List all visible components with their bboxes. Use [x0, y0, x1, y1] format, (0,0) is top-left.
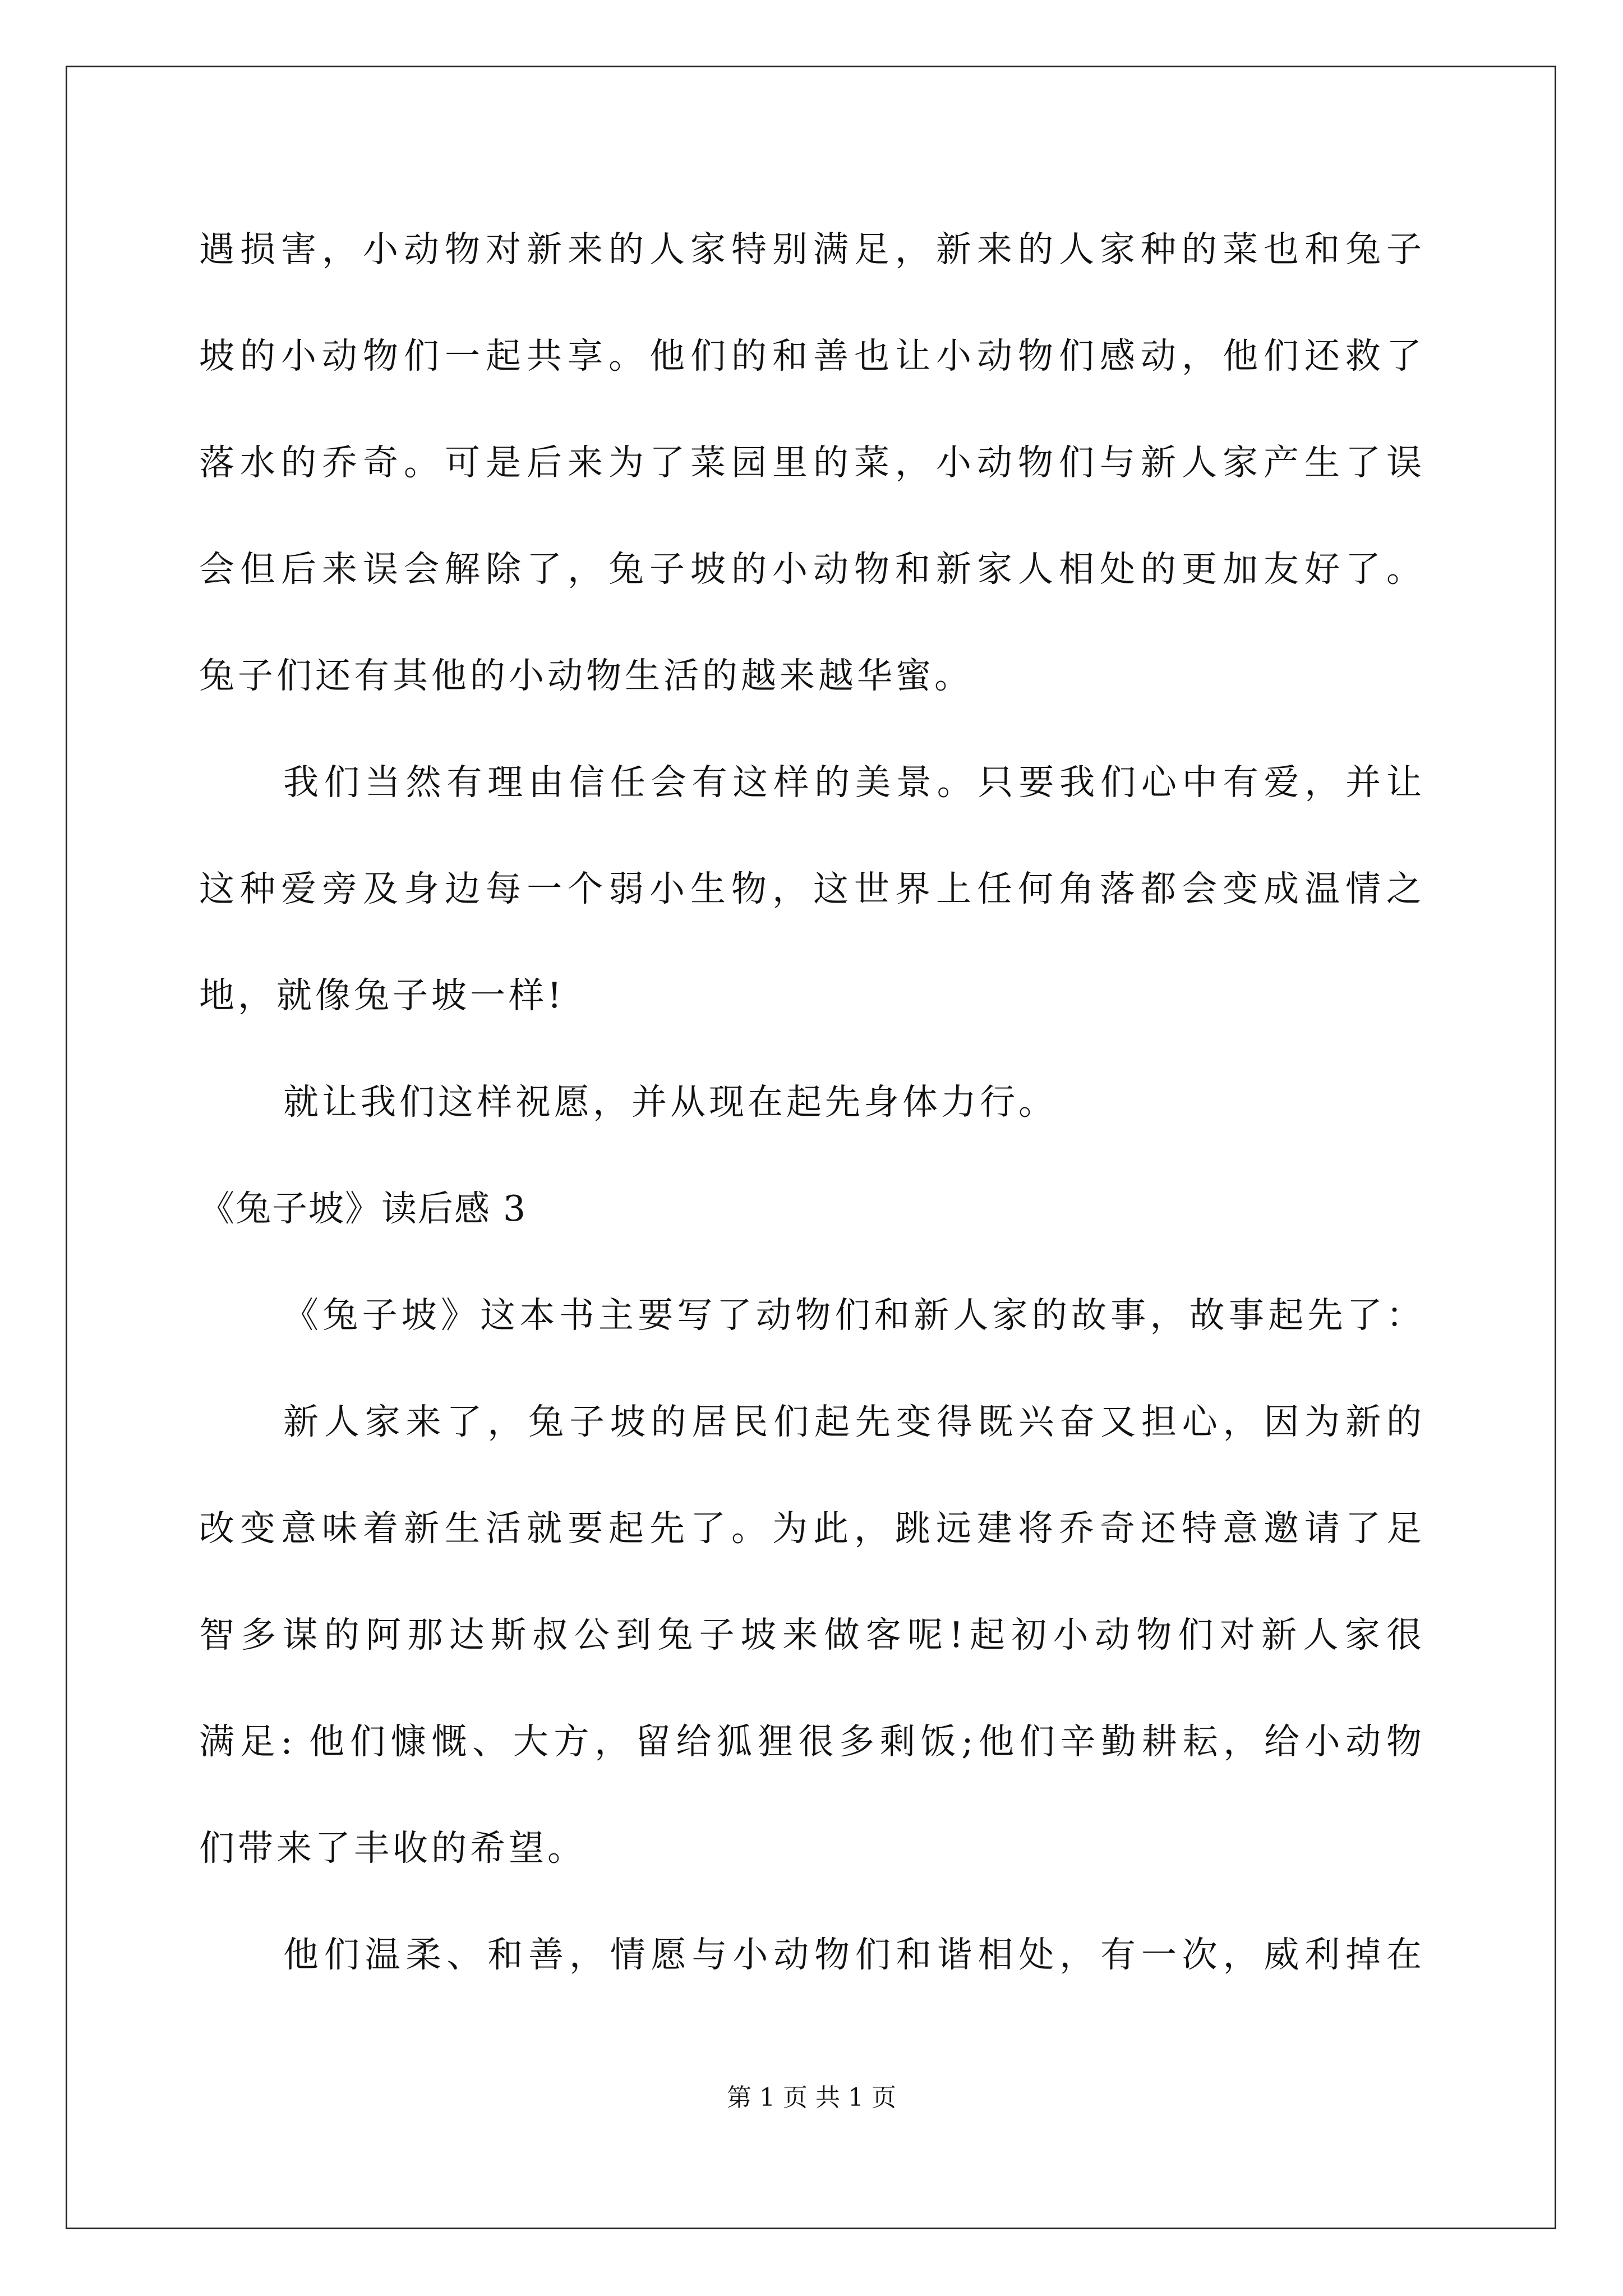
- text-line: 他们温柔、和善，情愿与小动物们和谐相处，有一次，威利掉在: [283, 1934, 1422, 1975]
- page-footer: 第 1 页 共 1 页: [727, 2083, 896, 2112]
- page-border: [66, 66, 1556, 2229]
- text-line: 们带来了丰收的希望。: [199, 1828, 586, 1869]
- text-line: 兔子们还有其他的小动物生活的越来越华蜜。: [199, 655, 973, 696]
- text-line: 《兔子坡》这本书主要写了动物们和新人家的故事，故事起先了：: [283, 1295, 1422, 1336]
- text-line: 会但后来误会解除了，兔子坡的小动物和新家人相处的更加友好了。: [199, 549, 1422, 590]
- text-line: 地，就像兔子坡一样!: [199, 975, 565, 1016]
- text-line: 就让我们这样祝愿，并从现在起先身体力行。: [283, 1082, 1057, 1122]
- text-line: 坡的小动物们一起共享。他们的和善也让小动物们感动，他们还救了: [199, 335, 1422, 376]
- text-line: 新人家来了，兔子坡的居民们起先变得既兴奋又担心，因为新的: [283, 1401, 1422, 1442]
- text-line: 落水的乔奇。可是后来为了菜园里的菜，小动物们与新人家产生了误: [199, 442, 1422, 483]
- text-line: 我们当然有理由信任会有这样的美景。只要我们心中有爱，并让: [283, 762, 1422, 803]
- text-line: 这种爱旁及身边每一个弱小生物，这世界上任何角落都会变成温情之: [199, 868, 1422, 909]
- section-heading: 《兔子坡》读后感 3: [199, 1188, 527, 1229]
- text-line: 遇损害，小动物对新来的人家特别满足，新来的人家种的菜也和兔子: [199, 229, 1422, 270]
- text-line: 改变意味着新生活就要起先了。为此，跳远建将乔奇还特意邀请了足: [199, 1508, 1422, 1549]
- text-line: 智多谋的阿那达斯叔公到兔子坡来做客呢!起初小动物们对新人家很: [199, 1614, 1422, 1655]
- text-line: 满足: 他们慷慨、大方，留给狐狸很多剩饭;他们辛勤耕耘，给小动物: [199, 1721, 1422, 1762]
